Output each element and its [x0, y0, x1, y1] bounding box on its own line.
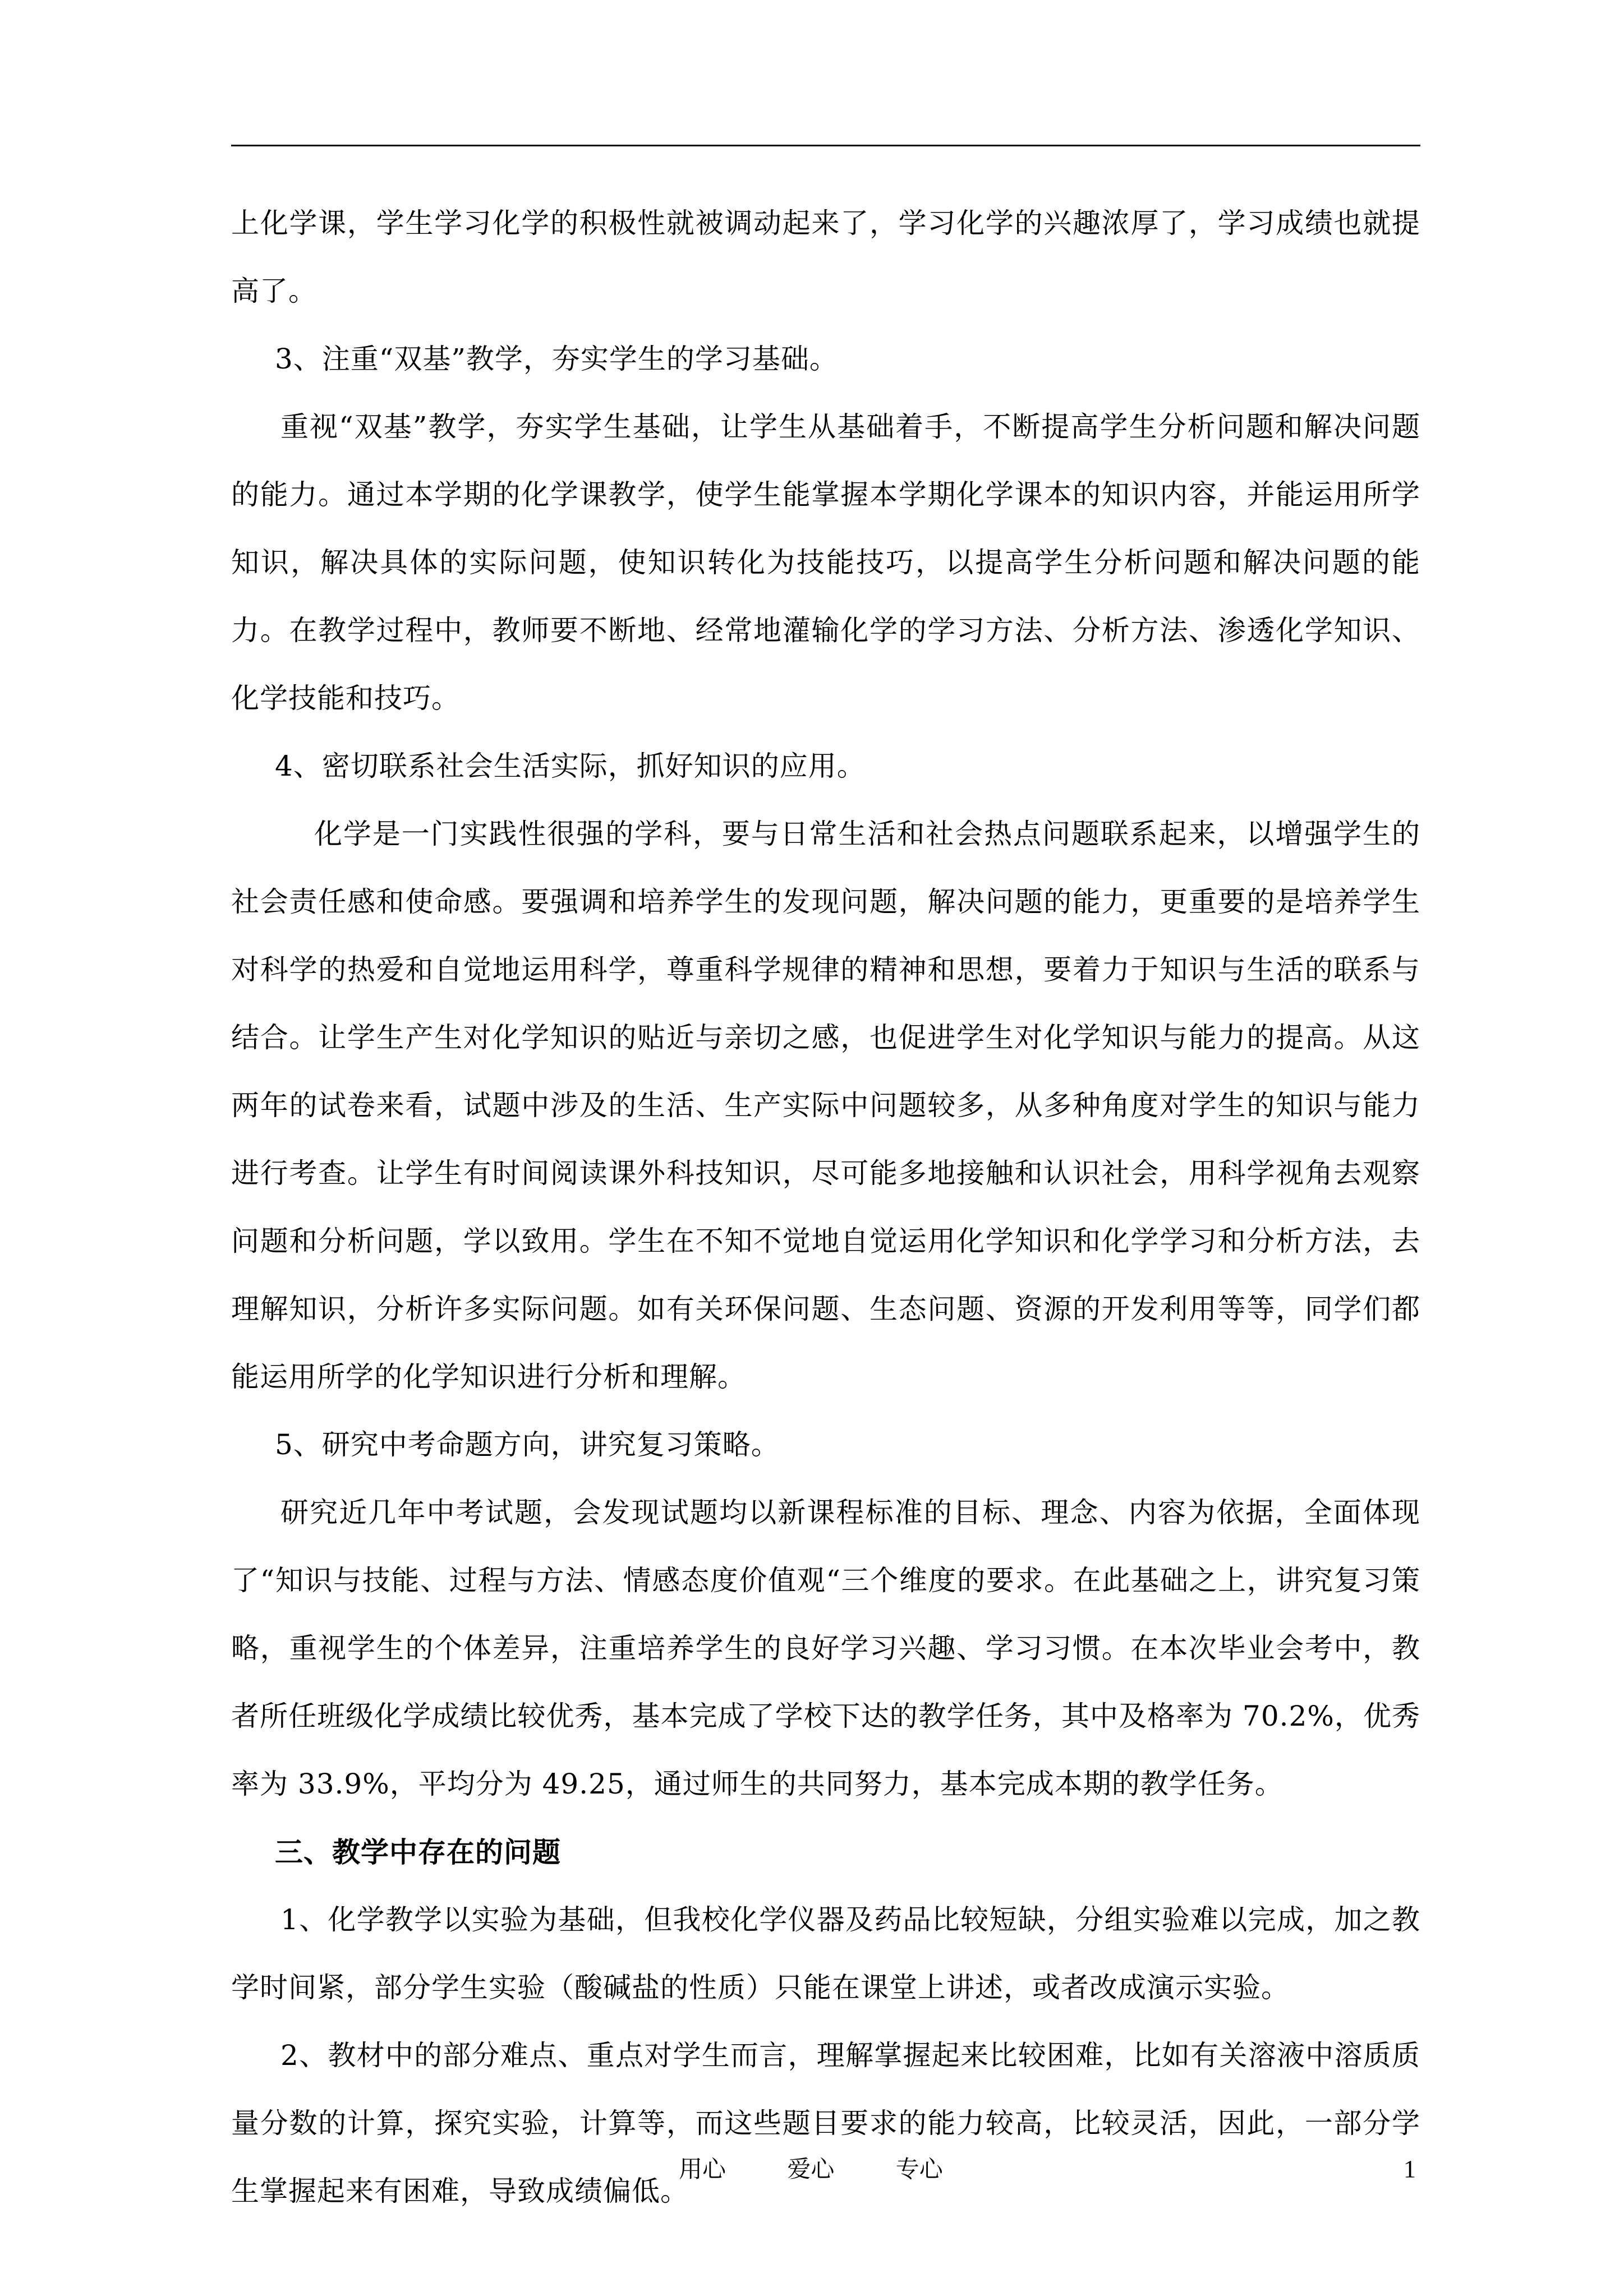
section-item-4-body: 化学是一门实践性很强的学科，要与日常生活和社会热点问题联系起来，以增强学生的社会责任感和使命感。要强调和培养学生的发现问题，解决问题的能力，更重要的是培养学生对科学的热爱和自觉地运用科学，尊重科学规律的精神和思想，要着力于知识与生活的联系与结合。让学生产生对化学知识的贴近与亲切之感，也促进学生对化学知识与能力的提高。从这两年的试卷来看，试题中涉及的生活、生产实际中问题较多，从多种角度对学生的知识与能力进行考查。让学生有时间阅读课外科技知识，尽可能多地接触和认识社会，用科学视角去观察问题和分析问题，学以致用。学生在不知不觉地自觉运用化学知识和化学学习和分析方法，去理解知识，分析许多实际问题。如有关环保问题、生态问题、资源的开发利用等等，同学们都能运用所学的化学知识进行分析和理解。 [231, 818, 1420, 1393]
section-item-5-heading: 5、研究中考命题方向，讲究复习策略。 [275, 1428, 780, 1461]
problem-item-2: 2、教材中的部分难点、重点对学生而言，理解掌握起来比较困难，比如有关溶液中溶质质量分数的计算，探究实验，计算等，而这些题目要求的能力较高，比较灵活，因此，一部分学生掌握起来有困难，导致成绩偏低。 [231, 2039, 1420, 2207]
section-item-3-body: 重视“双基”教学，夯实学生基础，让学生从基础着手，不断提高学生分析问题和解决问题的能力。通过本学期的化学课教学，使学生能掌握本学期化学课本的知识内容，并能运用所学知识，解决具体的实际问题，使知识转化为技能技巧，以提高学生分析问题和解决问题的能力。在教学过程中，教师要不断地、经常地灌输化学的学习方法、分析方法、渗透化学知识、化学技能和技巧。 [231, 411, 1420, 714]
footer-slogan-word: 专心 [895, 2155, 943, 2183]
footer-slogan-word: 爱心 [787, 2155, 835, 2183]
page-footer [0, 2152, 1624, 2197]
footer-slogan [679, 2152, 943, 2186]
page-number: 1 [1404, 2155, 1416, 2183]
section-item-3-heading: 3、注重“双基”教学，夯实学生的学习基础。 [275, 343, 838, 375]
header-rule [231, 145, 1420, 146]
paragraph-continuation: 上化学课，学生学习化学的积极性就被调动起来了，学习化学的兴趣浓厚了，学习成绩也就提高了。 [231, 207, 1420, 307]
problem-item-1: 1、化学教学以实验为基础，但我校化学仪器及药品比较短缺，分组实验难以完成，加之教学时间紧，部分学生实验（酸碱盐的性质）只能在课堂上讲述，或者改成演示实验。 [231, 1903, 1420, 2004]
section-item-5-body: 研究近几年中考试题，会发现试题均以新课程标准的目标、理念、内容为依据，全面体现了“知识与技能、过程与方法、情感态度价值观“三个维度的要求。在此基础之上，讲究复习策略，重视学生的个体差异，注重培养学生的良好学习兴趣、学习习惯。在本次毕业会考中，教者所任班级化学成绩比较优秀，基本完成了学校下达的教学任务，其中及格率为 70.2%，优秀率为 33.9%，平均分为 49.25，通过师生的共同努力，基本完成本期的教学任务。 [231, 1496, 1420, 1800]
footer-slogan-word: 用心 [679, 2155, 726, 2183]
section-item-4-heading: 4、密切联系社会生活实际，抓好知识的应用。 [275, 750, 866, 782]
document-body [231, 190, 1420, 2225]
section-3-heading: 三、教学中存在的问题 [275, 1836, 561, 1869]
